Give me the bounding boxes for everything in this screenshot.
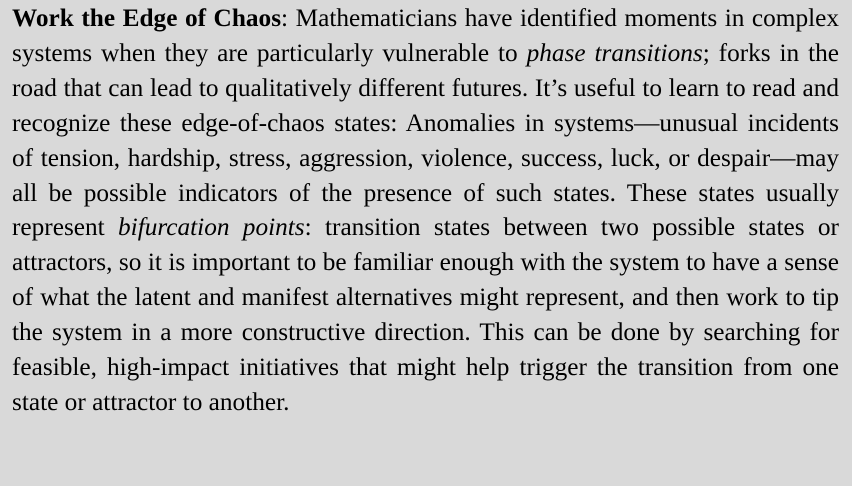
text-segment-1: : Mathematicians have identified moments in complex systems when they are particularly vulnerable to: [12, 4, 840, 67]
paragraph: [12, 1, 839, 420]
text-segment-2: ; forks in the road that can lead to qualitatively different futures. It’s useful to learn to read and recognize these edge-of-chaos states: Anomalies in systems—unusual incidents of tension, hardship, stress, aggression, violence, success, luck, or despair—may all be possible indicators of the presence of such states. These states usually represent: [12, 38, 839, 242]
emphasis-phase-transitions: phase transitions: [526, 38, 703, 67]
text-segment-3: : transition states between two possible states or attractors, so it is important to be familiar enough with the system to have a sense of what the latent and manifest alternatives might represent, and then work to tip the system in a more constructive direction. This can be done by searching for feasible, high-impact initiatives that might help trigger the transition from one state or attractor to another.: [12, 213, 839, 416]
emphasis-bifurcation-points: bifurcation points: [118, 213, 305, 242]
text-passage: [12, 1, 839, 420]
passage-heading: Work the Edge of Chaos: [12, 4, 282, 32]
